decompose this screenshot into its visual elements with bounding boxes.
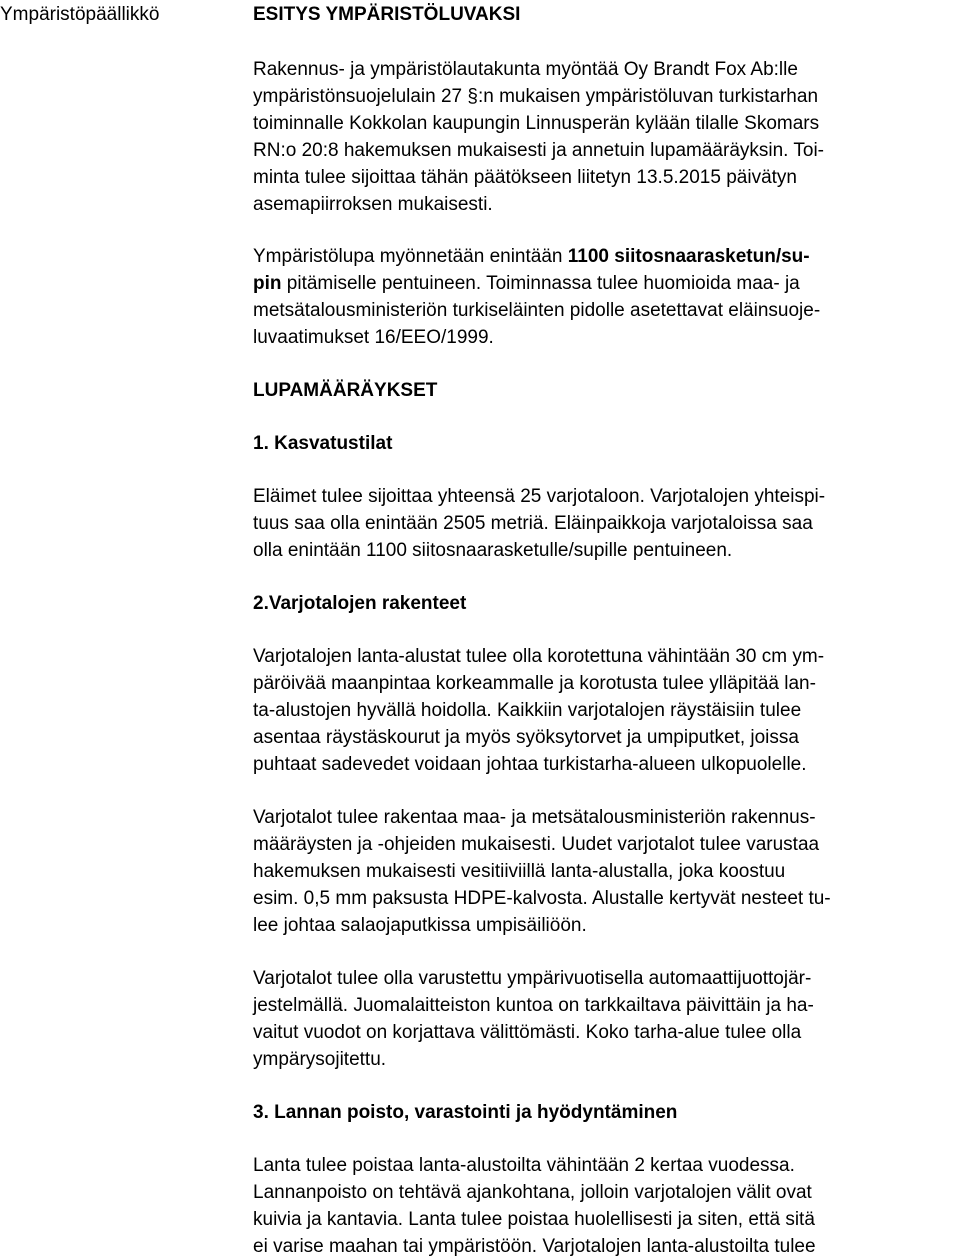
text-line: jestelmällä. Juomalaitteiston kuntoa on tarkkailtava päivittäin ja ha-: [253, 995, 814, 1016]
department-label: Ympäristöpäällikkö: [0, 4, 160, 25]
text-line: tuus saa olla enintään 2505 metriä. Eläinpaikkoja varjotaloissa saa: [253, 513, 813, 534]
section-heading: 1. Kasvatustilat: [253, 433, 393, 454]
text-line: hakemuksen mukaisesti vesitiiviillä lanta-alustalla, joka koostuu: [253, 861, 786, 882]
regulations-heading: LUPAMÄÄRÄYKSET: [253, 380, 438, 401]
section-paragraph: [253, 1152, 953, 1260]
text-line: esim. 0,5 mm paksusta HDPE-kalvosta. Alustalle kertyvät nesteet tu-: [253, 888, 831, 909]
text-line: määräysten ja -ohjeiden mukaisesti. Uudet varjotalot tulee varustaa: [253, 834, 820, 855]
document-body: [253, 3, 953, 1260]
text-line: puhtaat sadevedet voidaan johtaa turkistarha-alueen ulkopuolelle.: [253, 754, 807, 775]
text-line: luvaatimukset 16/EEO/1999.: [253, 327, 494, 348]
text-line: Rakennus- ja ympäristölautakunta myöntää Oy Brandt Fox Ab:lle: [253, 59, 798, 80]
section-paragraph: [253, 643, 953, 778]
text-line: olla enintään 1100 siitosnaarasketulle/supille pentuineen.: [253, 540, 733, 561]
text-line: [253, 270, 953, 297]
section-heading: 3. Lannan poisto, varastointi ja hyödyntäminen: [253, 1102, 678, 1123]
text-line: Varjotalot tulee olla varustettu ympärivuotisella automaattijuottojär-: [253, 968, 812, 989]
text-line: minta tulee sijoittaa tähän päätökseen liitetyn 13.5.2015 päivätyn: [253, 167, 797, 188]
text-line: Lanta tulee poistaa lanta-alustoilta vähintään 2 kertaa vuodessa.: [253, 1155, 795, 1176]
text-line: toiminnalle Kokkolan kaupungin Linnusperän kylään tilalle Skomars: [253, 113, 820, 134]
text-line: RN:o 20:8 hakemuksen mukaisesti ja annetuin lupamääräyksin. Toi-: [253, 140, 825, 161]
permit-paragraph: [253, 243, 953, 351]
text-line: Varjotalojen lanta-alustat tulee olla korotettuna vähintään 30 cm ym-: [253, 646, 825, 667]
permit-text: Ympäristölupa myönnetään enintään: [253, 246, 568, 267]
permit-capacity: 1100 siitosnaarasketun/su-: [567, 246, 810, 267]
section-paragraph: [253, 804, 953, 939]
permit-capacity-end: pin: [253, 273, 282, 294]
text-line: metsätalousministeriön turkiseläinten pidolle asetettavat eläinsuoje-: [253, 300, 821, 321]
text-line: Lannanpoisto on tehtävä ajankohtana, jolloin varjotalojen välit ovat: [253, 1182, 812, 1203]
text-line: ympärysojitettu.: [253, 1049, 387, 1070]
section-paragraph: [253, 965, 953, 1073]
text-line: vaitut vuodot on korjattava välittömästi. Koko tarha-alue tulee olla: [253, 1022, 802, 1043]
text-line: kuivia ja kantavia. Lanta tulee poistaa huolellisesti ja siten, että sitä: [253, 1209, 815, 1230]
permit-text: pitämiselle pentuineen. Toiminnassa tulee huomioida maa- ja: [281, 273, 800, 294]
intro-paragraph: [253, 56, 953, 218]
text-line: Eläimet tulee sijoittaa yhteensä 25 varjotaloon. Varjotalojen yhteispi-: [253, 486, 826, 507]
document-title: ESITYS YMPÄRISTÖLUVAKSI: [253, 4, 521, 25]
text-line: asentaa räystäskourut ja myös syöksytorvet ja umpiputket, joissa: [253, 727, 799, 748]
text-line: päröivää maanpintaa korkeammalle ja korotusta tulee ylläpitää lan-: [253, 673, 816, 694]
text-line: Varjotalot tulee rakentaa maa- ja metsätalousministeriön rakennus-: [253, 807, 816, 828]
section-paragraph: [253, 483, 953, 564]
text-line: ympäristönsuojelulain 27 §:n mukaisen ympäristöluvan turkistarhan: [253, 86, 819, 107]
section-heading: 2.Varjotalojen rakenteet: [253, 593, 467, 614]
text-line: lee johtaa salaojaputkissa umpisäiliöön.: [253, 915, 587, 936]
text-line: ei varise maahan tai ympäristöön. Varjotalojen lanta-alustoilta tulee: [253, 1236, 816, 1257]
text-line: asemapiirroksen mukaisesti.: [253, 194, 493, 215]
text-line: ta-alustojen hyvällä hoidolla. Kaikkiin varjotalojen räystäisiin tulee: [253, 700, 802, 721]
text-line: [253, 243, 953, 270]
